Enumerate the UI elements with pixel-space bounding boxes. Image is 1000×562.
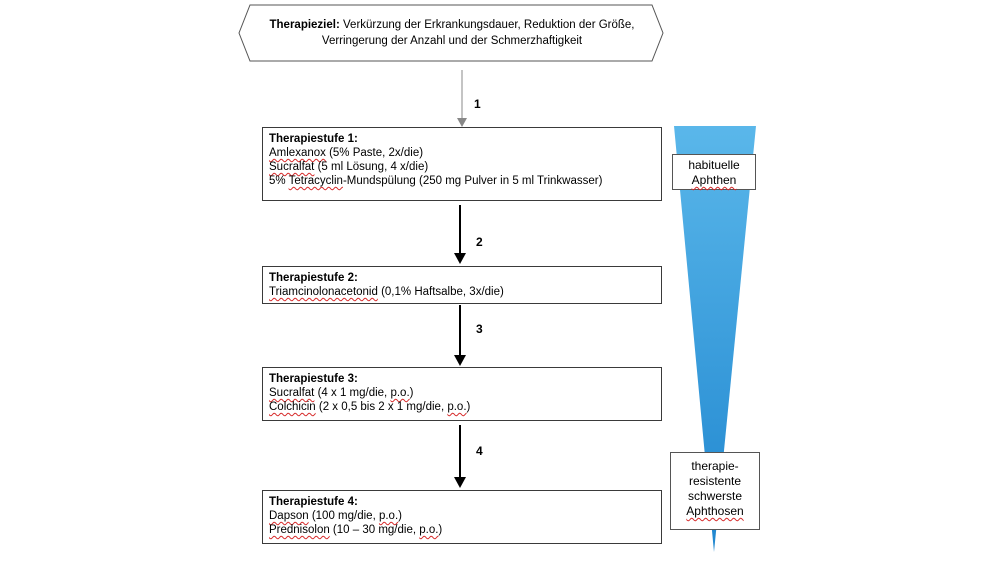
side-label-line: Aphthosen [686,504,744,518]
arrow-label-2: 2 [476,235,483,249]
route-abbrev: p.o. [419,524,439,536]
dosage-end: ) [438,524,443,536]
drug-name: Sucralfat [269,161,315,173]
goal-text [262,17,642,49]
arrow-3 [452,305,468,367]
stage-line [269,509,655,523]
therapy-stage-4 [262,490,662,544]
dosage-text: (5% Paste, 2x/die) [325,147,424,159]
drug-name: Tetracyclin [288,175,343,187]
drug-name: Dapson [269,510,309,522]
side-label-habitual [672,154,756,190]
arrow-1 [455,70,469,128]
stage-line [269,523,655,537]
drug-name: Triamcinolonacetonid [269,286,378,298]
dosage-text: (10 – 30 mg/die, [329,524,420,536]
dosage-prefix: 5% [269,175,289,187]
therapy-stage-3 [262,367,662,421]
dosage-text: (2 x 0,5 bis 2 x 1 mg/die, [315,401,448,413]
dosage-text: -Mundspülung (250 mg Pulver in 5 ml Trinkwasser) [342,175,603,187]
goal-label: Therapieziel: [269,19,340,31]
stage-line [269,386,655,400]
side-label-line: resistente [688,474,742,488]
stage-line [269,146,655,160]
stage-line [269,174,655,188]
side-label-line: habituelle [688,158,740,172]
dosage-end: ) [398,510,402,522]
drug-name: Prednisolon [269,524,330,536]
drug-name: Colchicin [269,401,316,413]
dosage-text: (0,1% Haftsalbe, 3x/die) [377,286,504,298]
side-label-refractory [670,452,760,530]
therapy-goal [238,4,664,62]
dosage-text: (5 ml Lösung, 4 x/die) [314,161,429,173]
route-abbrev: p.o. [390,387,410,399]
stage-title: Therapiestufe 1: [269,133,358,145]
therapy-stage-2 [262,266,662,304]
arrow-label-1: 1 [474,97,481,111]
arrow-label-3: 3 [476,322,483,336]
route-abbrev: p.o. [378,510,399,522]
arrow-2 [452,205,468,265]
stage-title: Therapiestufe 2: [269,272,358,284]
stage-title: Therapiestufe 3: [269,373,358,385]
therapy-stage-1 [262,127,662,201]
side-label-line: Aphthen [691,173,737,187]
drug-name: Sucralfat [269,387,315,399]
stage-title: Therapiestufe 4: [269,496,358,508]
dosage-text: (100 mg/die, [308,510,379,522]
side-label-line: schwerste [687,489,743,503]
arrow-4 [452,425,468,489]
drug-name: Amlexanox [269,147,326,159]
stage-line [269,285,655,299]
dosage-text: (4 x 1 mg/die, [314,387,391,399]
dosage-end: ) [409,387,414,399]
arrow-label-4: 4 [476,444,483,458]
side-label-line: therapie- [691,459,739,473]
goal-description: Verkürzung der Erkrankungsdauer, Reduktion der Größe, Verringerung der Anzahl und der Schmerzhaftigkeit [321,19,635,47]
stage-line [269,160,655,174]
dosage-end: ) [466,401,471,413]
stage-line [269,400,655,414]
route-abbrev: p.o. [447,401,467,413]
